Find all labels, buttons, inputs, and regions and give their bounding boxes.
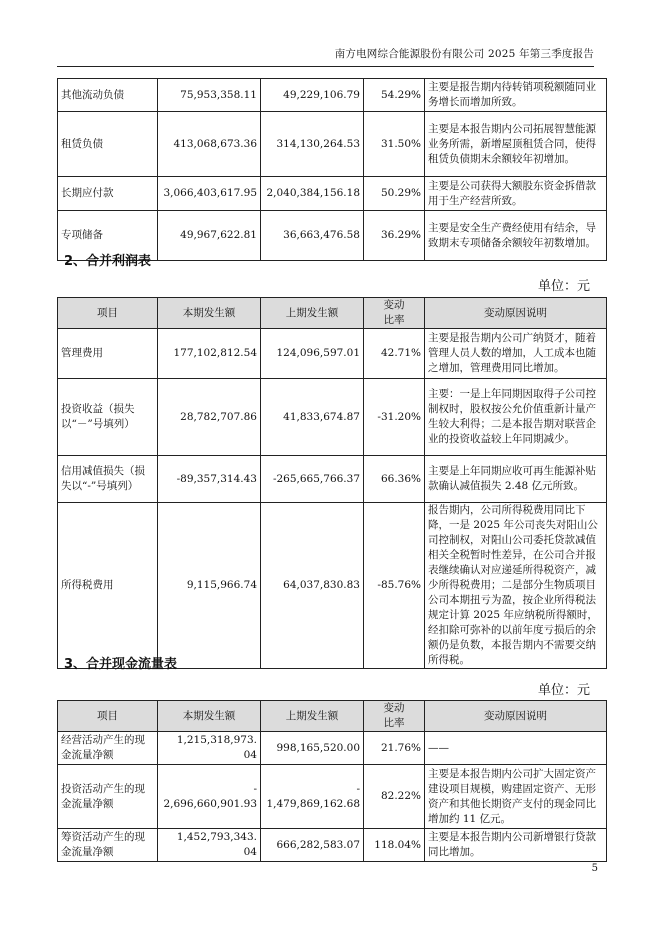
item-cell: 长期应付款 xyxy=(58,177,158,211)
current-amount-cell: 1,215,318,973. 04 xyxy=(158,732,261,765)
current-amount-cell: 3,066,403,617.95 xyxy=(158,177,261,211)
table-row xyxy=(58,732,607,765)
section-heading-income-statement: 2、合并利润表 xyxy=(64,254,152,269)
current-amount-cell: 49,967,622.81 xyxy=(158,211,261,261)
column-header-reason: 变动原因说明 xyxy=(425,298,607,329)
table-header-row xyxy=(58,701,607,732)
change-rate-cell: 42.71% xyxy=(364,329,425,379)
change-rate-cell: -31.20% xyxy=(364,379,425,456)
table-row xyxy=(58,79,607,112)
table-row xyxy=(58,829,607,862)
change-rate-cell: 82.22% xyxy=(364,765,425,829)
change-rate-cell: 21.76% xyxy=(364,732,425,765)
change-rate-cell: 54.29% xyxy=(364,79,425,112)
column-header-item: 项目 xyxy=(58,298,158,329)
prior-amount-cell: 2,040,384,156.18 xyxy=(261,177,364,211)
column-header-rate: 变动 比率 xyxy=(364,298,425,329)
table-header-row xyxy=(58,298,607,329)
prior-amount-cell: - 1,479,869,162.68 xyxy=(261,765,364,829)
current-amount-cell: 9,115,966.74 xyxy=(158,503,261,669)
prior-amount-cell: 49,229,106.79 xyxy=(261,79,364,112)
change-reason-cell: 主要是安全生产费经使用有结余，导致期末专项储备余额较年初数增加。 xyxy=(425,211,607,261)
change-reason-cell: 报告期内，公司所得税费用同比下降，一是 2025 年公司丧失对阳山公司控制权，对阳山公司委托贷款减值相关全税暂时性差异，在公司合并报表继续确认对应递延所得税资产，减少所得税费用；二是部分生物质项目公司本期扭亏为盈，按企业所得税法规定计算 2025 年应纳税所得额时，经扣除可弥补的以前年度亏损后的余额仍是负数，本报告期内不需要交纳所得税。 xyxy=(425,503,607,669)
prior-amount-cell: -265,665,766.37 xyxy=(261,456,364,503)
table-row xyxy=(58,177,607,211)
change-rate-cell: 118.04% xyxy=(364,829,425,862)
column-header-rate: 变动 比率 xyxy=(364,701,425,732)
change-reason-cell: 主要是本报告期内公司拓展智慧能源业务所需，新增屋顶租赁合同，使得租赁负债期末余额较年初增加。 xyxy=(425,112,607,177)
change-reason-cell: 主要：一是上年同期因取得子公司控制权时，股权按公允价值重新计量产生较大利得；二是本报告期对联营企业的投资收益较上年同期减少。 xyxy=(425,379,607,456)
current-amount-cell: 1,452,793,343. 04 xyxy=(158,829,261,862)
item-cell: 筹资活动产生的现金流量净额 xyxy=(58,829,158,862)
item-cell: 投资活动产生的现金流量净额 xyxy=(58,765,158,829)
change-reason-cell: 主要是报告期内公司广纳贤才，随着管理人员人数的增加，人工成本也随之增加，管理费用同比增加。 xyxy=(425,329,607,379)
page-number: 5 xyxy=(591,863,598,874)
section-heading-cash-flow: 3、合并现金流量表 xyxy=(64,657,178,672)
item-cell: 管理费用 xyxy=(58,329,158,379)
item-cell: 专项储备 xyxy=(58,211,158,261)
change-rate-cell: 66.36% xyxy=(364,456,425,503)
item-cell: 投资收益（损失以“－”号填列） xyxy=(58,379,158,456)
table-row xyxy=(58,503,607,669)
income-statement-table xyxy=(57,297,607,669)
change-rate-cell: -85.76% xyxy=(364,503,425,669)
item-cell: 其他流动负债 xyxy=(58,79,158,112)
column-header-reason: 变动原因说明 xyxy=(425,701,607,732)
header-divider xyxy=(57,66,594,67)
change-rate-cell: 50.29% xyxy=(364,177,425,211)
prior-amount-cell: 41,833,674.87 xyxy=(261,379,364,456)
unit-label: 单位：元 xyxy=(537,683,590,698)
current-amount-cell: - 2,696,660,901.93 xyxy=(158,765,261,829)
column-header-prior: 上期发生额 xyxy=(261,298,364,329)
prior-amount-cell: 998,165,520.00 xyxy=(261,732,364,765)
report-header-title: 南方电网综合能源股份有限公司 2025 年第三季度报告 xyxy=(334,48,594,60)
column-header-current: 本期发生额 xyxy=(158,298,261,329)
table-row xyxy=(58,765,607,829)
change-rate-cell: 36.29% xyxy=(364,211,425,261)
change-rate-cell: 31.50% xyxy=(364,112,425,177)
current-amount-cell: 413,068,673.36 xyxy=(158,112,261,177)
change-reason-cell: 主要是本报告期内公司新增银行贷款同比增加。 xyxy=(425,829,607,862)
current-amount-cell: 177,102,812.54 xyxy=(158,329,261,379)
change-reason-cell: —— xyxy=(425,732,607,765)
prior-amount-cell: 36,663,476.58 xyxy=(261,211,364,261)
change-reason-cell: 主要是本报告期内公司扩大固定资产建设项目规模，购建固定资产、无形资产和其他长期资产支付的现金同比增加约 11 亿元。 xyxy=(425,765,607,829)
column-header-prior: 上期发生额 xyxy=(261,701,364,732)
item-cell: 所得税费用 xyxy=(58,503,158,669)
prior-amount-cell: 314,130,264.53 xyxy=(261,112,364,177)
current-amount-cell: 28,782,707.86 xyxy=(158,379,261,456)
current-amount-cell: 75,953,358.11 xyxy=(158,79,261,112)
unit-label: 单位：元 xyxy=(537,279,590,294)
prior-amount-cell: 64,037,830.83 xyxy=(261,503,364,669)
balance-sheet-table xyxy=(57,78,607,261)
change-reason-cell: 主要是公司获得大额股东资金拆借款用于生产经营所致。 xyxy=(425,177,607,211)
change-reason-cell: 主要是上年同期应收可再生能源补贴款确认减值损失 2.48 亿元所致。 xyxy=(425,456,607,503)
column-header-current: 本期发生额 xyxy=(158,701,261,732)
item-cell: 经营活动产生的现金流量净额 xyxy=(58,732,158,765)
prior-amount-cell: 666,282,583.07 xyxy=(261,829,364,862)
column-header-item: 项目 xyxy=(58,701,158,732)
current-amount-cell: -89,357,314.43 xyxy=(158,456,261,503)
table-row xyxy=(58,379,607,456)
table-row xyxy=(58,456,607,503)
item-cell: 信用减值损失（损失以“-”号填列） xyxy=(58,456,158,503)
item-cell: 租赁负债 xyxy=(58,112,158,177)
change-reason-cell: 主要是报告期内待转销项税额随同业务增长而增加所致。 xyxy=(425,79,607,112)
prior-amount-cell: 124,096,597.01 xyxy=(261,329,364,379)
cash-flow-table xyxy=(57,700,607,862)
table-row xyxy=(58,112,607,177)
table-row xyxy=(58,329,607,379)
